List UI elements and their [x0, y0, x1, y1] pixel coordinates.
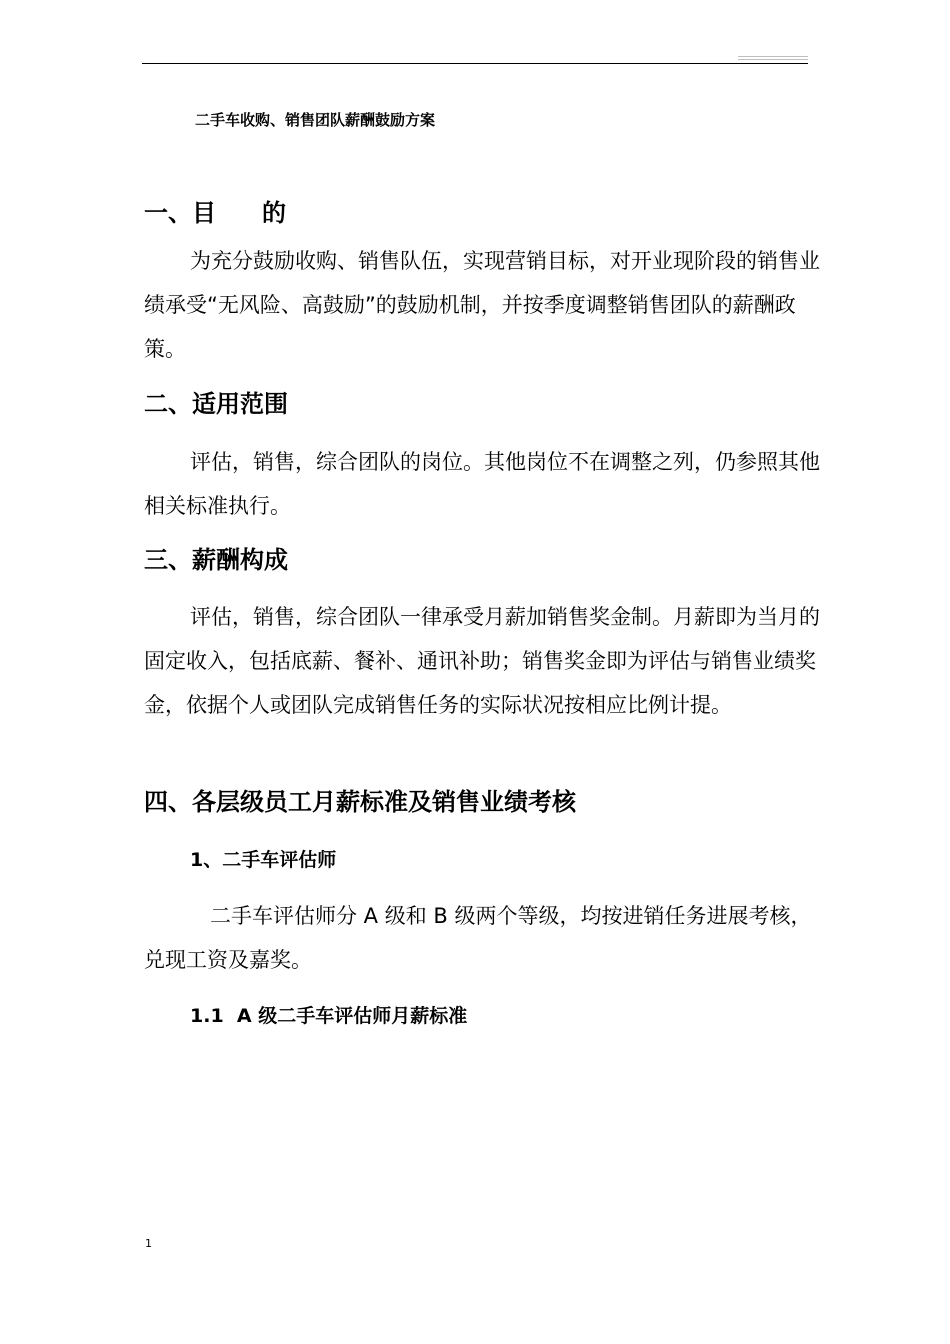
subsection-1-1-heading: 1.1 A 级二手车评估师月薪标准 — [190, 1005, 468, 1027]
section-2-heading: 二、适用范围 — [144, 390, 288, 418]
document-title: 二手车收购、销售团队薪酬鼓励方案 — [195, 111, 436, 129]
section-4-heading: 四、各层级员工月薪标准及销售业绩考核 — [144, 788, 576, 816]
section-1-heading — [144, 196, 286, 230]
subsection-1-heading: 1、二手车评估师 — [190, 849, 337, 871]
header-mark — [738, 56, 808, 57]
header-rule — [142, 63, 808, 64]
page-number: 1 — [145, 1237, 152, 1250]
section-3-body: 评估，销售，综合团队一律承受月薪加销售奖金制。月薪即为当月的固定收入，包括底薪、餐补、通讯补助；销售奖金即为评估与销售业绩奖金，依据个人或团队完成销售任务的实际状况按相应比例计提。 — [144, 605, 820, 717]
section-1-body: 为充分鼓励收购、销售队伍，实现营销目标，对开业现阶段的销售业绩承受“无风险、高鼓励”的鼓励机制，并按季度调整销售团队的薪酬政策。 — [144, 249, 820, 361]
section-1-heading-suffix: 的 — [262, 199, 286, 227]
header-mark — [738, 59, 808, 60]
section-3-heading: 三、薪酬构成 — [144, 546, 288, 574]
subsection-1-body: 二手车评估师分 A 级和 B 级两个等级，均按进销任务进展考核， 兑现工资及嘉奖。 — [144, 904, 812, 972]
section-2-body: 评估，销售，综合团队的岗位。其他岗位不在调整之列，仍参照其他相关标准执行。 — [144, 450, 820, 518]
section-1-heading-prefix: 一、目 — [144, 199, 216, 227]
